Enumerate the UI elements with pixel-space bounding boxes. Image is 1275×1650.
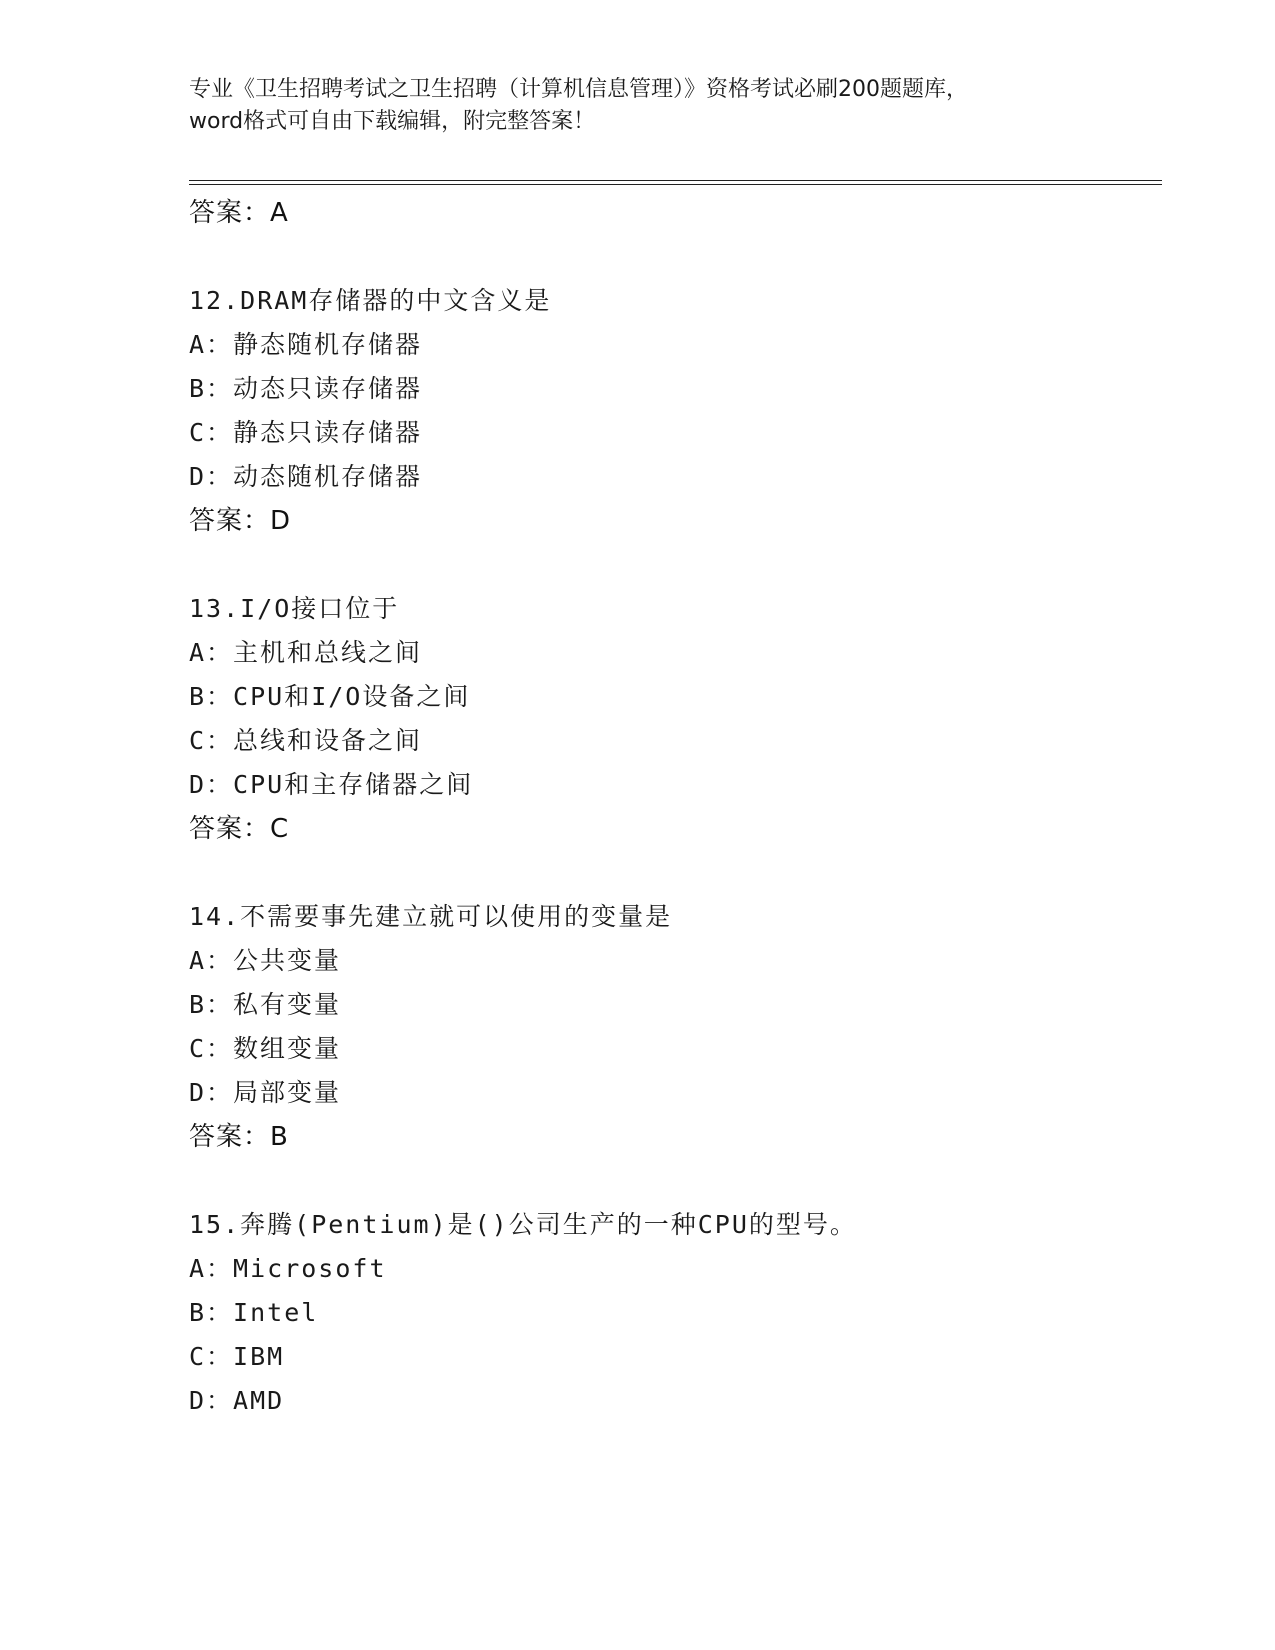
question-14-stem: 14.不需要事先建立就可以使用的变量是 (189, 902, 673, 931)
question-15-option-a: A：Microsoft (189, 1254, 387, 1283)
question-14-answer: 答案：B (189, 1122, 289, 1152)
header-line-1: 专业《卫生招聘考试之卫生招聘（计算机信息管理）》资格考试必刷200题题库， (189, 77, 968, 102)
header-divider-top (189, 180, 1162, 181)
question-15-option-b: B：Intel (189, 1298, 319, 1327)
question-13-option-b: B：CPU和I/O设备之间 (189, 682, 471, 711)
header-divider-bottom (189, 184, 1162, 185)
question-13-option-a: A：主机和总线之间 (189, 638, 423, 667)
question-15-option-c: C：IBM (189, 1342, 285, 1371)
question-14-option-c: C：数组变量 (189, 1034, 342, 1063)
question-12-stem: 12.DRAM存储器的中文含义是 (189, 286, 552, 315)
document-header (189, 74, 1089, 138)
header-line-2: word格式可自由下载编辑，附完整答案！ (189, 109, 596, 134)
question-15-option-d: D：AMD (189, 1386, 285, 1415)
question-12-option-d: D：动态随机存储器 (189, 462, 423, 491)
question-12-option-b: B：动态只读存储器 (189, 374, 423, 403)
question-14-option-a: A：公共变量 (189, 946, 342, 975)
question-12-answer: 答案：D (189, 506, 292, 536)
question-13-option-d: D：CPU和主存储器之间 (189, 770, 474, 799)
question-14-option-b: B：私有变量 (189, 990, 342, 1019)
answer-previous: 答案：A (189, 198, 289, 228)
question-13-answer: 答案：C (189, 814, 290, 844)
question-15-stem: 15.奔腾(Pentium)是()公司生产的一种CPU的型号。 (189, 1210, 857, 1239)
question-12-option-c: C：静态只读存储器 (189, 418, 423, 447)
question-14-option-d: D：局部变量 (189, 1078, 342, 1107)
question-13-stem: 13.I/O接口位于 (189, 594, 400, 623)
question-13-option-c: C：总线和设备之间 (189, 726, 423, 755)
question-12-option-a: A：静态随机存储器 (189, 330, 423, 359)
